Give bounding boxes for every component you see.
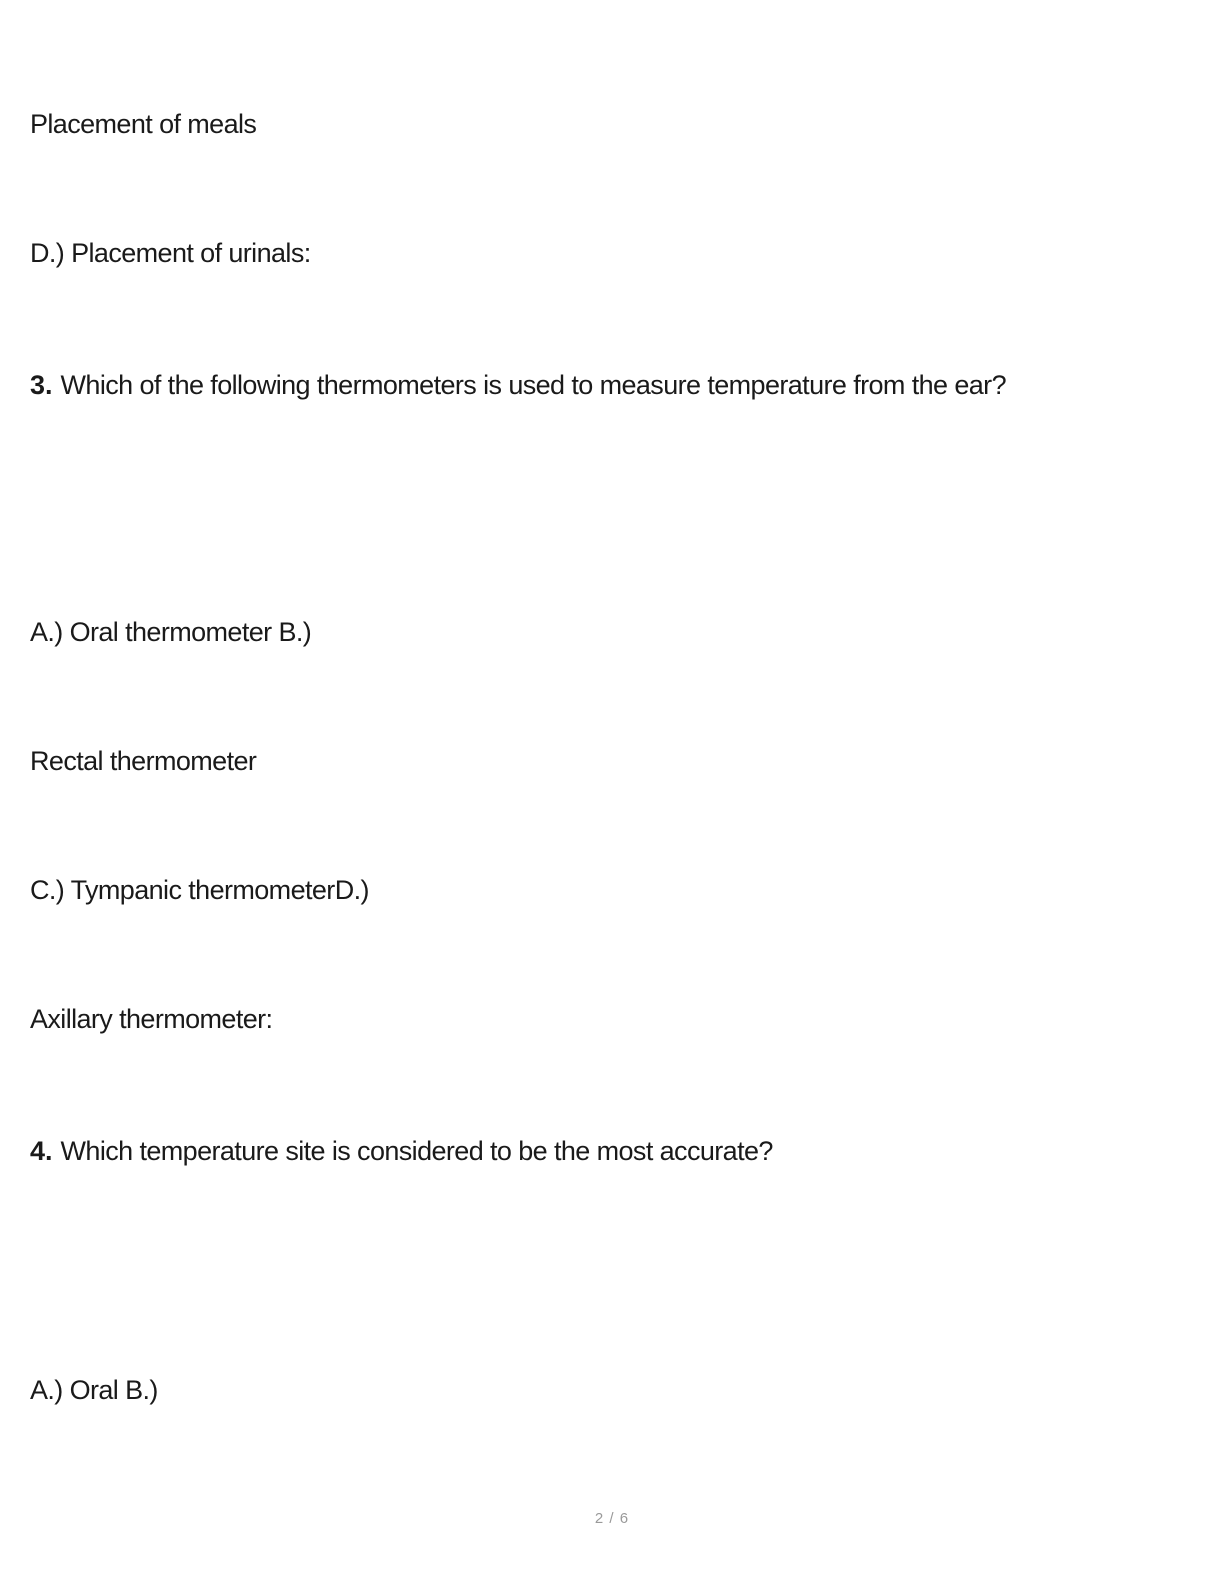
option-d-placement-of-urinals: D.) Placement of urinals: <box>30 238 311 268</box>
option-placement-of-meals: Placement of meals <box>30 109 257 139</box>
option-axillary-thermometer: Axillary thermometer: <box>30 1004 273 1034</box>
option-rectal-thermometer: Rectal thermometer <box>30 746 257 776</box>
question-3-text: Which of the following thermometers is used to measure temperature from the ear? <box>60 370 1006 400</box>
question-4-number: 4. <box>30 1136 53 1166</box>
option-c-tympanic-thermometer: C.) Tympanic thermometerD.) <box>30 875 369 905</box>
question-4-text: Which temperature site is considered to be the most accurate? <box>60 1136 773 1166</box>
option-a-oral: A.) Oral B.) <box>30 1375 158 1405</box>
question-3 <box>30 368 1006 402</box>
option-a-oral-thermometer: A.) Oral thermometer B.) <box>30 617 312 647</box>
page-indicator: 2 / 6 <box>594 1510 630 1527</box>
question-3-number: 3. <box>30 370 53 400</box>
question-4 <box>30 1134 773 1168</box>
